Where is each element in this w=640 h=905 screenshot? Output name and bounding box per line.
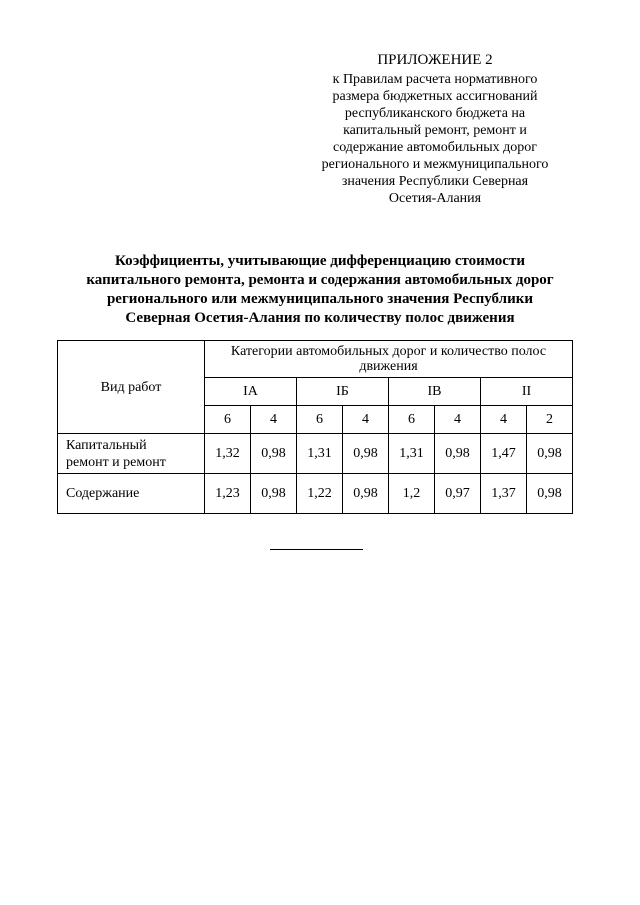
value-cell: 1,31 (297, 434, 343, 474)
lanes-header-cell: 2 (527, 406, 573, 434)
value-cell: 1,31 (389, 434, 435, 474)
row-label-line: Содержание (66, 486, 140, 501)
appendix-line: регионального и межмуниципального (321, 157, 549, 172)
lanes-header-cell: 4 (481, 406, 527, 434)
appendix-title: ПРИЛОЖЕНИЕ 2 (377, 52, 493, 68)
value-cell: 1,47 (481, 434, 527, 474)
table-row (58, 434, 573, 474)
lanes-header-cell: 6 (205, 406, 251, 434)
appendix-line: республиканского бюджета на (344, 106, 526, 121)
footer-divider (270, 549, 363, 550)
value-cell: 0,98 (251, 474, 297, 514)
row-label (58, 474, 205, 514)
appendix-block (300, 52, 570, 207)
table-row (58, 474, 573, 514)
value-cell: 0,98 (251, 434, 297, 474)
lanes-header-cell: 6 (297, 406, 343, 434)
value-cell: 0,98 (435, 434, 481, 474)
category-group-header: II (481, 378, 573, 406)
lanes-header-cell: 6 (389, 406, 435, 434)
appendix-line: содержание автомобильных дорог (333, 140, 537, 155)
appendix-line: капитальный ремонт, ремонт и (343, 123, 527, 138)
category-group-header: IВ (389, 378, 481, 406)
title-line: регионального или межмуниципального значения Республики (106, 291, 534, 307)
title-line: Коэффициенты, учитывающие дифференциацию стоимости (115, 253, 525, 269)
coefficients-table (57, 340, 573, 514)
value-cell: 0,98 (527, 474, 573, 514)
appendix-line: значения Республики Северная (341, 174, 529, 189)
value-cell: 0,98 (527, 434, 573, 474)
work-type-header: Вид работ (58, 341, 205, 434)
value-cell: 1,32 (205, 434, 251, 474)
document-title (40, 252, 600, 328)
categories-header: Категории автомобильных дорог и количество полос движения (205, 341, 573, 378)
row-label-line: ремонт и ремонт (66, 454, 166, 470)
value-cell: 0,97 (435, 474, 481, 514)
lanes-header-cell: 4 (435, 406, 481, 434)
category-group-header: IБ (297, 378, 389, 406)
title-line: капитального ремонта, ремонта и содержания автомобильных дорог (86, 272, 554, 288)
value-cell: 1,2 (389, 474, 435, 514)
lanes-header-cell: 4 (343, 406, 389, 434)
value-cell: 1,23 (205, 474, 251, 514)
row-label-line: Капитальный (66, 437, 147, 453)
row-label (58, 434, 205, 474)
title-line: Северная Осетия-Алания по количеству полос движения (125, 310, 515, 326)
value-cell: 0,98 (343, 434, 389, 474)
lanes-header-cell: 4 (251, 406, 297, 434)
appendix-line: к Правилам расчета нормативного (332, 72, 538, 87)
value-cell: 1,22 (297, 474, 343, 514)
appendix-line: размера бюджетных ассигнований (332, 89, 538, 104)
category-group-header: IА (205, 378, 297, 406)
appendix-line: Осетия-Алания (388, 191, 482, 206)
value-cell: 0,98 (343, 474, 389, 514)
value-cell: 1,37 (481, 474, 527, 514)
